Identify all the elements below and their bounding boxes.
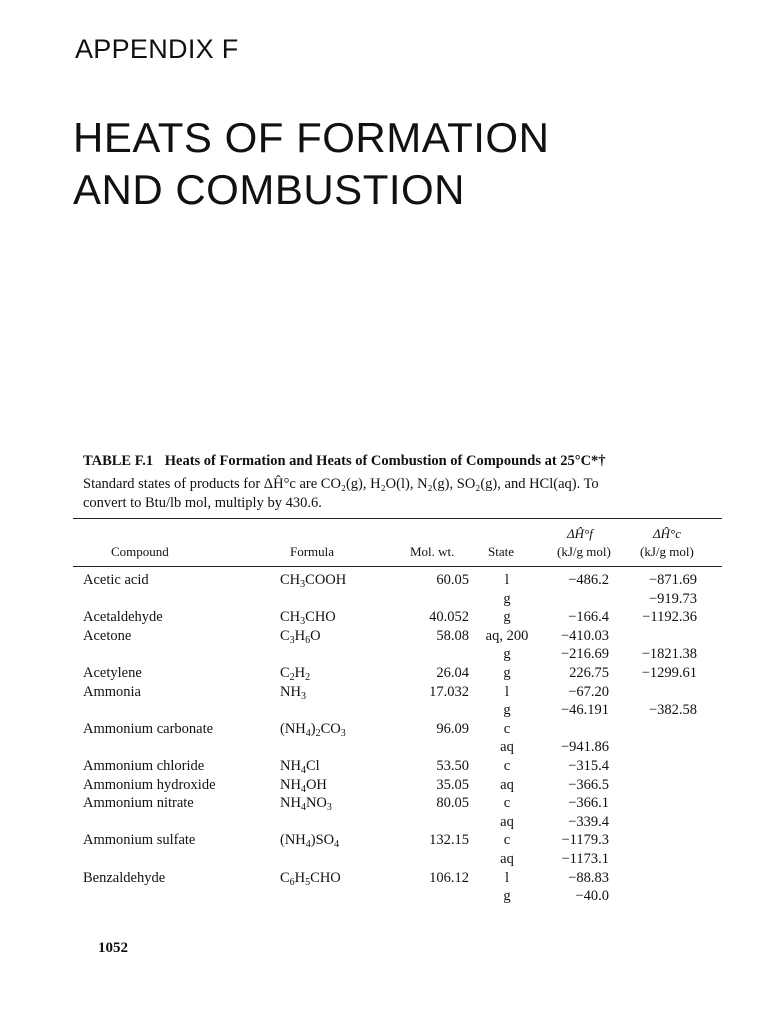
- cell-state: l: [504, 683, 510, 700]
- cell-state: l: [504, 572, 510, 588]
- page-number: 1052: [98, 940, 128, 956]
- cell-hf: −366.5: [568, 776, 609, 793]
- cell-state: c: [503, 795, 511, 812]
- cell-mol-wt: 80.05: [436, 795, 469, 812]
- table-heading: Heats of Formation and Heats of Combustion of Compounds at 25°C*†: [164, 453, 606, 469]
- cell-mol-wt: 106.12: [429, 869, 469, 886]
- cell-hf: −1179.3: [561, 832, 609, 849]
- cell-hf: −67.20: [568, 683, 609, 700]
- cell-mol-wt: 60.05: [436, 572, 469, 588]
- cell-state: g: [503, 609, 511, 626]
- table-note-line-1: Standard states of products for ΔĤ°c are CO₂(g), H₂O(l), N₂(g), SO₂(g), and HCl(aq). To: [83, 476, 599, 492]
- column-header-formula: Formula: [290, 544, 335, 559]
- column-header-state: State: [488, 544, 514, 559]
- cell-formula: $CH_3CHO$: [280, 609, 336, 628]
- cell-compound: Ammonium chloride: [83, 758, 205, 774]
- cell-hf: −216.69: [560, 646, 609, 663]
- cell-formula: $NH_4NO_3$: [280, 795, 332, 814]
- cell-hf: −40.0: [575, 888, 609, 905]
- cell-mol-wt: 58.08: [436, 627, 469, 644]
- column-header-hf-symbol: ΔĤ°f: [567, 526, 593, 541]
- cell-hc: −1192.36: [642, 609, 697, 626]
- cell-hf: −88.83: [568, 869, 609, 886]
- column-header-hf-unit: (kJ/g mol): [557, 544, 611, 559]
- cell-state: g: [503, 590, 511, 607]
- cell-compound: Ammonium nitrate: [83, 795, 194, 812]
- cell-mol-wt: 132.15: [429, 832, 469, 849]
- cell-hf: 226.75: [569, 665, 609, 681]
- cell-hf: −941.86: [560, 739, 609, 756]
- column-header-mol-wt: Mol. wt.: [410, 544, 455, 559]
- cell-compound: Ammonium sulfate: [83, 832, 196, 849]
- cell-hf: −166.4: [568, 609, 609, 626]
- cell-state: g: [503, 702, 511, 719]
- cell-formula: $(NH_4)SO_4$: [280, 832, 340, 851]
- cell-state: aq: [500, 813, 514, 830]
- cell-state: g: [503, 646, 511, 663]
- column-header-hc-unit: (kJ/g mol): [640, 544, 694, 559]
- cell-hc: −382.58: [648, 702, 697, 719]
- column-header-compound: Compound: [111, 544, 169, 559]
- appendix-label: APPENDIX F: [75, 34, 239, 64]
- cell-compound: Ammonia: [83, 683, 141, 700]
- column-header-hc-symbol: ΔĤ°c: [653, 526, 681, 541]
- cell-formula: $(NH_4)_2CO_3$: [280, 720, 346, 739]
- cell-state: aq: [500, 739, 514, 756]
- cell-compound: Acetaldehyde: [83, 609, 163, 626]
- cell-formula: $C_6H_5CHO$: [280, 869, 341, 888]
- cell-compound: Ammonium carbonate: [83, 720, 214, 737]
- cell-compound: Acetone: [83, 627, 132, 644]
- cell-hf: −366.1: [568, 795, 609, 812]
- cell-mol-wt: 53.50: [436, 758, 469, 774]
- cell-state: c: [503, 720, 511, 737]
- cell-formula: $C_2H_2$: [280, 665, 311, 683]
- table-note-line-2: convert to Btu/lb mol, multiply by 430.6.: [83, 495, 322, 511]
- cell-mol-wt: 26.04: [436, 665, 469, 681]
- cell-formula: $NH_4Cl$: [280, 758, 320, 776]
- cell-state: aq: [500, 851, 514, 867]
- cell-state: c: [503, 758, 511, 774]
- cell-hf: −315.4: [568, 758, 609, 774]
- cell-formula: $CH_3COOH$: [280, 572, 347, 590]
- table-caption: [83, 452, 703, 513]
- cell-state: l: [504, 869, 510, 886]
- cell-compound: Benzaldehyde: [83, 869, 166, 886]
- cell-mol-wt: 17.032: [429, 683, 469, 700]
- cell-formula: $NH_3$: [280, 683, 306, 702]
- cell-state: aq, 200: [485, 627, 529, 644]
- page-title-line-1: HEATS OF FORMATION: [73, 114, 550, 161]
- page-title: [73, 112, 549, 216]
- cell-mol-wt: 35.05: [436, 776, 469, 793]
- cell-formula: $NH_4OH$: [280, 776, 327, 795]
- cell-hc: −919.73: [648, 590, 697, 607]
- page-title-line-2: AND COMBUSTION: [73, 166, 466, 213]
- cell-hf: −1173.1: [561, 851, 609, 867]
- cell-state: c: [503, 832, 511, 849]
- cell-compound: Acetylene: [83, 665, 142, 681]
- cell-state: aq: [500, 776, 514, 793]
- table-top-rule: [73, 518, 722, 519]
- cell-hf: −46.191: [560, 702, 609, 719]
- cell-state: g: [503, 888, 511, 905]
- cell-hf: −339.4: [568, 813, 609, 830]
- cell-hc: −871.69: [648, 572, 697, 588]
- cell-formula: $C_3H_6O$: [280, 627, 321, 646]
- cell-state: g: [503, 665, 511, 681]
- table-label: TABLE F.1: [83, 453, 154, 469]
- cell-hc: −1299.61: [641, 665, 697, 681]
- cell-compound: Acetic acid: [83, 572, 149, 588]
- table-header-rule: [73, 566, 722, 567]
- cell-compound: Ammonium hydroxide: [83, 776, 216, 793]
- cell-hf: −410.03: [560, 627, 609, 644]
- cell-mol-wt: 96.09: [436, 720, 469, 737]
- cell-hc: −1821.38: [641, 646, 697, 663]
- cell-hf: −486.2: [568, 572, 609, 588]
- cell-mol-wt: 40.052: [429, 609, 469, 626]
